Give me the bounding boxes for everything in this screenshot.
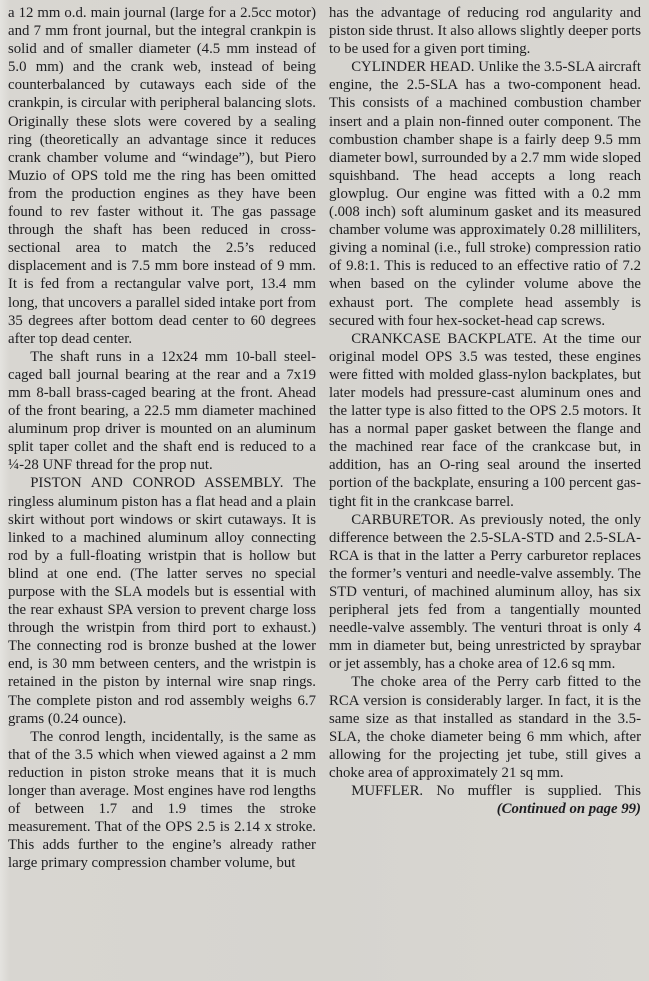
paragraph-muffler: MUFFLER. No muffler is supplied. This: [351, 783, 641, 800]
paragraph-crankcase-backplate: CRANKCASE BACKPLATE. At the time our original model OPS 3.5 was tested, these engines were fitted with molded glass-nylon backplates, but later models had pressure-cast aluminum ones and the latter type is also fitted to the OPS 2.5 motors. It has a normal paper gasket between the flange and the machined rear face of the crankcase but, in addition, has an O-ring seal around the inserted portion of the backplate, ensuring a 100 percent gas-tight fit in the crankcase barrel.: [329, 330, 641, 510]
right-text-column: [329, 4, 641, 977]
continuation-note: (Continued on page 99): [496, 801, 641, 818]
paragraph-shaft-bearings: The shaft runs in a 12x24 mm 10-ball steel-caged ball journal bearing at the rear and a 7x19 mm 8-ball brass-caged bearing at the front. Ahead of the front bearing, a 22.5 mm diameter machined aluminum prop driver is mounted on an aluminum split taper collet and the shaft end is reduced to a ¼-28 UNF thread for the prop nut.: [8, 348, 316, 474]
left-text-column: [8, 4, 316, 977]
paragraph-cylinder-head: CYLINDER HEAD. Unlike the 3.5-SLA aircraft engine, the 2.5-SLA has a two-component head. This consists of a machined combustion chamber insert and a plain non-finned outer component. The combustion chamber shape is a fairly deep 9.5 mm diameter bowl, surrounded by a 2.7 mm wide sloped squishband. The head accepts a long reach glowplug. Our engine was fitted with a 0.2 mm (.008 inch) soft aluminum gasket and its measured chamber volume was approximately 0.28 milliliters, giving a nominal (i.e., full stroke) compression ratio of 9.8:1. This is reduced to an effective ratio of 7.2 when based on the cylinder volume above the exhaust port. The complete head assembly is secured with four hex-socket-head cap screws.: [329, 59, 641, 329]
paragraph-choke-area: The choke area of the Perry carb fitted to the RCA version is considerably larger. In fact, it is the same size as that installed as standard in the 3.5-SLA, the choke diameter being 6 mm which, after allowing for the projecting jet tube, still gives a choke area of approximately 21 sq mm.: [329, 674, 641, 781]
paragraph-rod-angularity-continuation: has the advantage of reducing rod angularity and piston side thrust. It also allows slightly deeper ports to be used for a given port timing.: [329, 5, 641, 58]
paragraph-crankshaft-continuation: a 12 mm o.d. main journal (large for a 2.5cc motor) and 7 mm front journal, but the integral crankpin is solid and of smaller diameter (4.5 mm instead of 5.0 mm) and the crank web, instead of being counterbalanced by cutaways each side of the crankpin, is circular with peripheral balancing slots. Originally these slots were covered by a sealing ring (theoretically an advantage since it reduces crank chamber volume and “windage”), but Piero Muzio of OPS told me the ring has been omitted from the production engines as they have been found to rev faster without it. The gas passage through the shaft has been reduced in cross-sectional area to match the 2.5’s reduced displacement and is 7.5 mm bore instead of 9 mm. It is fed from a rectangular valve port, 13.4 mm long, that uncovers a parallel sided intake port from 35 degrees after bottom dead center to 60 degrees after top dead center.: [8, 5, 316, 347]
paragraph-piston-conrod-assembly: PISTON AND CONROD ASSEMBLY. The ringless aluminum piston has a flat head and a plain skirt without port windows or skirt cutaways. It is linked to a machined aluminum alloy connecting rod by a full-floating wristpin that is hollow but blind at one end. (The latter serves no special purpose with the SLA models but is essential with the rear exhaust SPA version to prevent charge loss through the wristpin from third port to exhaust.) The connecting rod is bronze bushed at the lower end, is 30 mm between centers, and the wristpin is retained in the piston by internal wire snap rings. The complete piston and rod assembly weighs 6.7 grams (0.24 ounce).: [8, 475, 316, 727]
paragraph-conrod-length: The conrod length, incidentally, is the same as that of the 3.5 which when viewed against a 2 mm reduction in piston stroke means that it is much longer than average. Most engines have rod lengths of between 1.7 and 1.9 times the stroke measurement. That of the OPS 2.5 is 2.14 x stroke. This adds further to the engine’s already rather large primary compression chamber volume, but: [8, 728, 316, 872]
paragraph-carburetor: CARBURETOR. As previously noted, the only difference between the 2.5-SLA-STD and 2.5-SLA-RCA is that in the latter a Perry carburetor replaces the former’s venturi and needle-valve assembly. The STD venturi, of machined aluminum alloy, has six peripheral jets fed from a tangentially mounted needle-valve assembly. The venturi throat is only 4 mm in diameter but, being unrestricted by spraybar or jet assembly, has a choke area of 12.6 sq mm.: [329, 511, 641, 673]
